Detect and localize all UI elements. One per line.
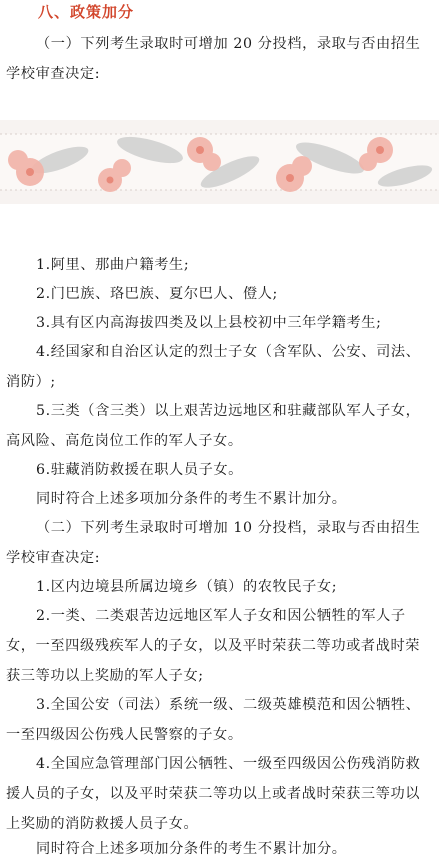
group1-item-1: 1.阿里、那曲户籍考生; <box>36 257 190 273</box>
group1-item-6: 6.驻藏消防救援在职人员子女。 <box>36 462 243 478</box>
group1-item-4: 4.经国家和自治区认定的烈士子女（含军队、公安、司法、消防）; <box>6 344 421 390</box>
group1-note: 同时符合上述多项加分条件的考生不累计加分。 <box>36 491 347 507</box>
group2-item-2: 2.一类、二类艰苦边远地区军人子女和因公牺牲的军人子女，一至四级残疾军人的子女，以及平时荣获二等功或者战时荣获三等功以上奖励的军人子女; <box>6 608 421 684</box>
group1-item-3: 3.具有区内高海拔四类及以上县校初中三年学籍考生; <box>36 315 382 331</box>
group1-intro: （一）下列考生录取时可增加 20 分投档，录取与否由招生学校审查决定: <box>6 36 421 82</box>
group1-item-2: 2.门巴族、珞巴族、夏尔巴人、僜人; <box>36 286 278 302</box>
group2-item-1: 1.区内边境县所属边境乡（镇）的农牧民子女; <box>36 579 338 595</box>
group2-item-3: 3.全国公安（司法）系统一级、二级英雄模范和因公牺牲、一至四级因公伤残人民警察的子女。 <box>6 697 421 743</box>
group1-item-5: 5.三类（含三类）以上艰苦边远地区和驻藏部队军人子女，高风险、高危岗位工作的军人子女。 <box>6 403 421 449</box>
section-heading: 八、政策加分 <box>38 3 135 21</box>
group2-item-4: 4.全国应急管理部门因公牺牲、一级至四级因公伤残消防救援人员的子女，以及平时荣获二等功以上或者战时荣获三等功以上奖励的消防救援人员子女。 <box>6 756 421 832</box>
flower-banner-decoration <box>0 120 439 204</box>
group2-intro: （二）下列考生录取时可增加 10 分投档，录取与否由招生学校审查决定: <box>6 520 421 566</box>
group2-note: 同时符合上述多项加分条件的考生不累计加分。 <box>36 841 347 857</box>
